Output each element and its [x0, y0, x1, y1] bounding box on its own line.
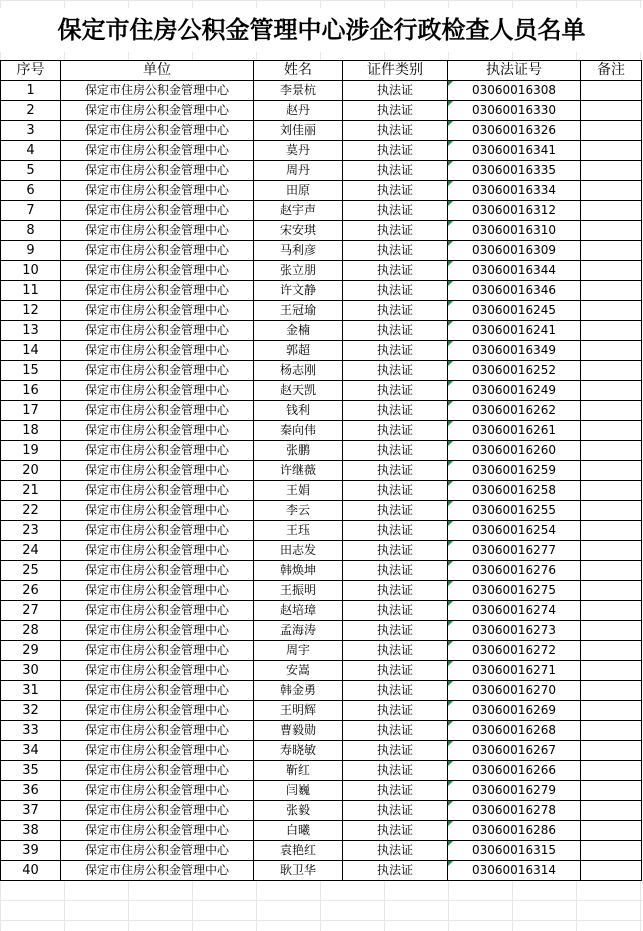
- cell-unit[interactable]: 保定市住房公积金管理中心: [61, 241, 254, 261]
- cell-remark[interactable]: [581, 781, 642, 801]
- cell-remark[interactable]: [581, 521, 642, 541]
- cell-cert-type[interactable]: 执法证: [343, 141, 448, 161]
- cell-license-no[interactable]: 03060016241: [448, 321, 581, 341]
- cell-cert-type[interactable]: 执法证: [343, 121, 448, 141]
- cell-seq[interactable]: 40: [1, 861, 61, 881]
- cell-seq[interactable]: 10: [1, 261, 61, 281]
- cell-license-no[interactable]: 03060016344: [448, 261, 581, 281]
- cell-license-no[interactable]: 03060016254: [448, 521, 581, 541]
- cell-unit[interactable]: 保定市住房公积金管理中心: [61, 641, 254, 661]
- cell-unit[interactable]: 保定市住房公积金管理中心: [61, 601, 254, 621]
- cell-name[interactable]: 赵天凯: [254, 381, 343, 401]
- cell-cert-type[interactable]: 执法证: [343, 841, 448, 861]
- cell-remark[interactable]: [581, 801, 642, 821]
- cell-remark[interactable]: [581, 501, 642, 521]
- cell-seq[interactable]: 14: [1, 341, 61, 361]
- cell-remark[interactable]: [581, 561, 642, 581]
- table-row: [1, 661, 642, 681]
- cell-name[interactable]: 许继薇: [254, 461, 343, 481]
- cell-unit[interactable]: 保定市住房公积金管理中心: [61, 181, 254, 201]
- cell-name[interactable]: 秦向伟: [254, 421, 343, 441]
- cell-cert-type[interactable]: 执法证: [343, 621, 448, 641]
- cell-license-no[interactable]: 03060016270: [448, 681, 581, 701]
- cell-name[interactable]: 王娟: [254, 481, 343, 501]
- cell-license-no[interactable]: 03060016262: [448, 401, 581, 421]
- cell-license-no[interactable]: 03060016335: [448, 161, 581, 181]
- cell-license-no[interactable]: 03060016255: [448, 501, 581, 521]
- cell-name[interactable]: 莫丹: [254, 141, 343, 161]
- cell-name[interactable]: 钱利: [254, 401, 343, 421]
- cell-cert-type[interactable]: 执法证: [343, 461, 448, 481]
- cell-seq[interactable]: 21: [1, 481, 61, 501]
- cell-unit[interactable]: 保定市住房公积金管理中心: [61, 561, 254, 581]
- cell-name[interactable]: 赵宇声: [254, 201, 343, 221]
- table-header-row: [1, 61, 642, 81]
- cell-unit[interactable]: 保定市住房公积金管理中心: [61, 501, 254, 521]
- cell-cert-type[interactable]: 执法证: [343, 521, 448, 541]
- cell-name[interactable]: 王明辉: [254, 701, 343, 721]
- cell-seq[interactable]: 35: [1, 761, 61, 781]
- table-row: [1, 521, 642, 541]
- cell-unit[interactable]: 保定市住房公积金管理中心: [61, 321, 254, 341]
- cell-remark[interactable]: [581, 281, 642, 301]
- cell-seq[interactable]: 3: [1, 121, 61, 141]
- cell-license-no[interactable]: 03060016252: [448, 361, 581, 381]
- cell-license-no[interactable]: 03060016286: [448, 821, 581, 841]
- cell-remark[interactable]: [581, 421, 642, 441]
- cell-remark[interactable]: [581, 401, 642, 421]
- cell-remark[interactable]: [581, 141, 642, 161]
- cell-unit[interactable]: 保定市住房公积金管理中心: [61, 141, 254, 161]
- cell-unit[interactable]: 保定市住房公积金管理中心: [61, 861, 254, 881]
- cell-license-no[interactable]: 03060016249: [448, 381, 581, 401]
- table-row: [1, 261, 642, 281]
- cell-remark[interactable]: [581, 601, 642, 621]
- cell-remark[interactable]: [581, 301, 642, 321]
- cell-license-no[interactable]: 03060016259: [448, 461, 581, 481]
- cell-license-no[interactable]: 03060016314: [448, 861, 581, 881]
- cell-cert-type[interactable]: 执法证: [343, 401, 448, 421]
- cell-cert-type[interactable]: 执法证: [343, 221, 448, 241]
- cell-license-no[interactable]: 03060016261: [448, 421, 581, 441]
- table-row: [1, 561, 642, 581]
- cell-remark[interactable]: [581, 81, 642, 101]
- cell-remark[interactable]: [581, 181, 642, 201]
- cell-cert-type[interactable]: 执法证: [343, 161, 448, 181]
- cell-seq[interactable]: 18: [1, 421, 61, 441]
- cell-name[interactable]: 田志发: [254, 541, 343, 561]
- column-header-license-no[interactable]: 执法证号: [448, 61, 581, 81]
- table-row: [1, 681, 642, 701]
- column-header-seq[interactable]: 序号: [1, 61, 61, 81]
- cell-license-no[interactable]: 03060016310: [448, 221, 581, 241]
- cell-license-no[interactable]: 03060016279: [448, 781, 581, 801]
- cell-cert-type[interactable]: 执法证: [343, 641, 448, 661]
- cell-name[interactable]: 安嵩: [254, 661, 343, 681]
- table-row: [1, 121, 642, 141]
- table-row: [1, 301, 642, 321]
- cell-cert-type[interactable]: 执法证: [343, 501, 448, 521]
- cell-unit[interactable]: 保定市住房公积金管理中心: [61, 361, 254, 381]
- cell-remark[interactable]: [581, 261, 642, 281]
- cell-seq[interactable]: 33: [1, 721, 61, 741]
- table-row: [1, 621, 642, 641]
- cell-remark[interactable]: [581, 441, 642, 461]
- cell-cert-type[interactable]: 执法证: [343, 101, 448, 121]
- cell-name[interactable]: 赵培璋: [254, 601, 343, 621]
- cell-license-no[interactable]: 03060016346: [448, 281, 581, 301]
- cell-cert-type[interactable]: 执法证: [343, 381, 448, 401]
- cell-unit[interactable]: 保定市住房公积金管理中心: [61, 581, 254, 601]
- table-row: [1, 141, 642, 161]
- cell-name[interactable]: 孟海涛: [254, 621, 343, 641]
- cell-seq[interactable]: 30: [1, 661, 61, 681]
- cell-remark[interactable]: [581, 321, 642, 341]
- cell-license-no[interactable]: 03060016266: [448, 761, 581, 781]
- cell-unit[interactable]: 保定市住房公积金管理中心: [61, 801, 254, 821]
- cell-name[interactable]: 宋安琪: [254, 221, 343, 241]
- cell-name[interactable]: 王珏: [254, 521, 343, 541]
- cell-remark[interactable]: [581, 381, 642, 401]
- cell-remark[interactable]: [581, 161, 642, 181]
- table-row: [1, 221, 642, 241]
- cell-name[interactable]: 张立朋: [254, 261, 343, 281]
- cell-remark[interactable]: [581, 121, 642, 141]
- cell-name[interactable]: 周丹: [254, 161, 343, 181]
- cell-unit[interactable]: 保定市住房公积金管理中心: [61, 101, 254, 121]
- table-row: [1, 801, 642, 821]
- cell-cert-type[interactable]: 执法证: [343, 601, 448, 621]
- cell-unit[interactable]: 保定市住房公积金管理中心: [61, 121, 254, 141]
- cell-cert-type[interactable]: 执法证: [343, 321, 448, 341]
- cell-unit[interactable]: 保定市住房公积金管理中心: [61, 261, 254, 281]
- cell-name[interactable]: 刘佳丽: [254, 121, 343, 141]
- cell-unit[interactable]: 保定市住房公积金管理中心: [61, 281, 254, 301]
- cell-name[interactable]: 袁艳红: [254, 841, 343, 861]
- cell-remark[interactable]: [581, 201, 642, 221]
- cell-name[interactable]: 白曦: [254, 821, 343, 841]
- cell-unit[interactable]: 保定市住房公积金管理中心: [61, 381, 254, 401]
- cell-remark[interactable]: [581, 761, 642, 781]
- cell-license-no[interactable]: 03060016269: [448, 701, 581, 721]
- cell-seq[interactable]: 9: [1, 241, 61, 261]
- cell-unit[interactable]: 保定市住房公积金管理中心: [61, 681, 254, 701]
- cell-cert-type[interactable]: 执法证: [343, 421, 448, 441]
- cell-unit[interactable]: 保定市住房公积金管理中心: [61, 461, 254, 481]
- cell-remark[interactable]: [581, 681, 642, 701]
- cell-cert-type[interactable]: 执法证: [343, 781, 448, 801]
- table-row: [1, 481, 642, 501]
- cell-seq[interactable]: 37: [1, 801, 61, 821]
- cell-unit[interactable]: 保定市住房公积金管理中心: [61, 781, 254, 801]
- cell-seq[interactable]: 13: [1, 321, 61, 341]
- cell-license-no[interactable]: 03060016330: [448, 101, 581, 121]
- cell-unit[interactable]: 保定市住房公积金管理中心: [61, 721, 254, 741]
- cell-license-no[interactable]: 03060016267: [448, 741, 581, 761]
- cell-name[interactable]: 李景杭: [254, 81, 343, 101]
- table-row: [1, 781, 642, 801]
- cell-license-no[interactable]: 03060016309: [448, 241, 581, 261]
- cell-name[interactable]: 李云: [254, 501, 343, 521]
- cell-cert-type[interactable]: 执法证: [343, 741, 448, 761]
- cell-name[interactable]: 寿晓敏: [254, 741, 343, 761]
- cell-remark[interactable]: [581, 641, 642, 661]
- table-row: [1, 841, 642, 861]
- cell-unit[interactable]: 保定市住房公积金管理中心: [61, 201, 254, 221]
- cell-license-no[interactable]: 03060016278: [448, 801, 581, 821]
- cell-unit[interactable]: 保定市住房公积金管理中心: [61, 81, 254, 101]
- cell-unit[interactable]: 保定市住房公积金管理中心: [61, 161, 254, 181]
- cell-remark[interactable]: [581, 821, 642, 841]
- table-row: [1, 241, 642, 261]
- table-row: [1, 461, 642, 481]
- cell-name[interactable]: 曹毅勋: [254, 721, 343, 741]
- cell-unit[interactable]: 保定市住房公积金管理中心: [61, 441, 254, 461]
- table-row: [1, 721, 642, 741]
- cell-seq[interactable]: 8: [1, 221, 61, 241]
- cell-remark[interactable]: [581, 721, 642, 741]
- cell-unit[interactable]: 保定市住房公积金管理中心: [61, 701, 254, 721]
- cell-seq[interactable]: 38: [1, 821, 61, 841]
- cell-remark[interactable]: [581, 361, 642, 381]
- cell-remark[interactable]: [581, 541, 642, 561]
- cell-cert-type[interactable]: 执法证: [343, 241, 448, 261]
- cell-seq[interactable]: 23: [1, 521, 61, 541]
- cell-remark[interactable]: [581, 241, 642, 261]
- table-body: [1, 81, 642, 881]
- cell-license-no[interactable]: 03060016349: [448, 341, 581, 361]
- cell-name[interactable]: 张毅: [254, 801, 343, 821]
- cell-license-no[interactable]: 03060016273: [448, 621, 581, 641]
- table-row: [1, 421, 642, 441]
- cell-unit[interactable]: 保定市住房公积金管理中心: [61, 401, 254, 421]
- cell-seq[interactable]: 20: [1, 461, 61, 481]
- cell-license-no[interactable]: 03060016341: [448, 141, 581, 161]
- cell-cert-type[interactable]: 执法证: [343, 481, 448, 501]
- cell-name[interactable]: 郭超: [254, 341, 343, 361]
- cell-cert-type[interactable]: 执法证: [343, 81, 448, 101]
- cell-remark[interactable]: [581, 101, 642, 121]
- column-header-name[interactable]: 姓名: [254, 61, 343, 81]
- table-row: [1, 861, 642, 881]
- table-row: [1, 541, 642, 561]
- table-row: [1, 381, 642, 401]
- table-row: [1, 741, 642, 761]
- table-row: [1, 761, 642, 781]
- cell-license-no[interactable]: 03060016260: [448, 441, 581, 461]
- cell-cert-type[interactable]: 执法证: [343, 281, 448, 301]
- cell-cert-type[interactable]: 执法证: [343, 681, 448, 701]
- cell-license-no[interactable]: 03060016276: [448, 561, 581, 581]
- cell-seq[interactable]: 2: [1, 101, 61, 121]
- cell-remark[interactable]: [581, 221, 642, 241]
- table-row: [1, 641, 642, 661]
- cell-name[interactable]: 韩焕坤: [254, 561, 343, 581]
- cell-remark[interactable]: [581, 861, 642, 881]
- cell-seq[interactable]: 27: [1, 601, 61, 621]
- cell-license-no[interactable]: 03060016272: [448, 641, 581, 661]
- table-row: [1, 441, 642, 461]
- table-row: [1, 821, 642, 841]
- cell-seq[interactable]: 19: [1, 441, 61, 461]
- cell-seq[interactable]: 5: [1, 161, 61, 181]
- cell-cert-type[interactable]: 执法证: [343, 261, 448, 281]
- cell-name[interactable]: 许文静: [254, 281, 343, 301]
- cell-seq[interactable]: 32: [1, 701, 61, 721]
- table-row: [1, 601, 642, 621]
- cell-cert-type[interactable]: 执法证: [343, 541, 448, 561]
- table-row: [1, 501, 642, 521]
- cell-unit[interactable]: 保定市住房公积金管理中心: [61, 221, 254, 241]
- cell-cert-type[interactable]: 执法证: [343, 441, 448, 461]
- table-row: [1, 281, 642, 301]
- cell-license-no[interactable]: 03060016258: [448, 481, 581, 501]
- cell-seq[interactable]: 22: [1, 501, 61, 521]
- cell-name[interactable]: 张鹏: [254, 441, 343, 461]
- cell-unit[interactable]: 保定市住房公积金管理中心: [61, 761, 254, 781]
- cell-name[interactable]: 田原: [254, 181, 343, 201]
- cell-cert-type[interactable]: 执法证: [343, 661, 448, 681]
- cell-seq[interactable]: 11: [1, 281, 61, 301]
- cell-seq[interactable]: 26: [1, 581, 61, 601]
- cell-seq[interactable]: 36: [1, 781, 61, 801]
- cell-name[interactable]: 赵丹: [254, 101, 343, 121]
- cell-unit[interactable]: 保定市住房公积金管理中心: [61, 301, 254, 321]
- cell-name[interactable]: 王振明: [254, 581, 343, 601]
- cell-seq[interactable]: 39: [1, 841, 61, 861]
- cell-cert-type[interactable]: 执法证: [343, 701, 448, 721]
- cell-seq[interactable]: 15: [1, 361, 61, 381]
- cell-name[interactable]: 靳红: [254, 761, 343, 781]
- table-row: [1, 701, 642, 721]
- table-row: [1, 181, 642, 201]
- table-row: [1, 201, 642, 221]
- cell-seq[interactable]: 7: [1, 201, 61, 221]
- table-row: [1, 161, 642, 181]
- table-row: [1, 341, 642, 361]
- cell-remark[interactable]: [581, 481, 642, 501]
- cell-unit[interactable]: 保定市住房公积金管理中心: [61, 661, 254, 681]
- table-row: [1, 321, 642, 341]
- cell-seq[interactable]: 17: [1, 401, 61, 421]
- cell-seq[interactable]: 6: [1, 181, 61, 201]
- cell-seq[interactable]: 31: [1, 681, 61, 701]
- cell-cert-type[interactable]: 执法证: [343, 301, 448, 321]
- cell-cert-type[interactable]: 执法证: [343, 341, 448, 361]
- cell-unit[interactable]: 保定市住房公积金管理中心: [61, 481, 254, 501]
- cell-remark[interactable]: [581, 621, 642, 641]
- cell-name[interactable]: 耿卫华: [254, 861, 343, 881]
- column-header-unit[interactable]: 单位: [61, 61, 254, 81]
- cell-unit[interactable]: 保定市住房公积金管理中心: [61, 541, 254, 561]
- cell-seq[interactable]: 1: [1, 81, 61, 101]
- cell-seq[interactable]: 16: [1, 381, 61, 401]
- cell-license-no[interactable]: 03060016315: [448, 841, 581, 861]
- cell-license-no[interactable]: 03060016268: [448, 721, 581, 741]
- cell-license-no[interactable]: 03060016274: [448, 601, 581, 621]
- cell-license-no[interactable]: 03060016312: [448, 201, 581, 221]
- cell-license-no[interactable]: 03060016275: [448, 581, 581, 601]
- cell-name[interactable]: 马利彦: [254, 241, 343, 261]
- cell-name[interactable]: 王冠瑜: [254, 301, 343, 321]
- cell-remark[interactable]: [581, 841, 642, 861]
- cell-cert-type[interactable]: 执法证: [343, 721, 448, 741]
- cell-unit[interactable]: 保定市住房公积金管理中心: [61, 341, 254, 361]
- column-header-cert-type[interactable]: 证件类别: [343, 61, 448, 81]
- cell-license-no[interactable]: 03060016326: [448, 121, 581, 141]
- column-header-remark[interactable]: 备注: [581, 61, 642, 81]
- cell-name[interactable]: 杨志刚: [254, 361, 343, 381]
- cell-seq[interactable]: 4: [1, 141, 61, 161]
- cell-cert-type[interactable]: 执法证: [343, 761, 448, 781]
- cell-remark[interactable]: [581, 661, 642, 681]
- cell-seq[interactable]: 29: [1, 641, 61, 661]
- cell-unit[interactable]: 保定市住房公积金管理中心: [61, 841, 254, 861]
- cell-license-no[interactable]: 03060016308: [448, 81, 581, 101]
- personnel-table: [0, 60, 642, 881]
- cell-remark[interactable]: [581, 461, 642, 481]
- cell-name[interactable]: 金楠: [254, 321, 343, 341]
- cell-cert-type[interactable]: 执法证: [343, 581, 448, 601]
- cell-seq[interactable]: 12: [1, 301, 61, 321]
- cell-unit[interactable]: 保定市住房公积金管理中心: [61, 521, 254, 541]
- cell-remark[interactable]: [581, 741, 642, 761]
- table-row: [1, 401, 642, 421]
- cell-remark[interactable]: [581, 581, 642, 601]
- cell-cert-type[interactable]: 执法证: [343, 361, 448, 381]
- cell-cert-type[interactable]: 执法证: [343, 181, 448, 201]
- cell-unit[interactable]: 保定市住房公积金管理中心: [61, 621, 254, 641]
- cell-license-no[interactable]: 03060016245: [448, 301, 581, 321]
- cell-cert-type[interactable]: 执法证: [343, 861, 448, 881]
- cell-cert-type[interactable]: 执法证: [343, 801, 448, 821]
- table-row: [1, 361, 642, 381]
- cell-seq[interactable]: 28: [1, 621, 61, 641]
- cell-license-no[interactable]: 03060016271: [448, 661, 581, 681]
- table-row: [1, 81, 642, 101]
- cell-unit[interactable]: 保定市住房公积金管理中心: [61, 421, 254, 441]
- cell-seq[interactable]: 34: [1, 741, 61, 761]
- cell-remark[interactable]: [581, 701, 642, 721]
- cell-name[interactable]: 闫巍: [254, 781, 343, 801]
- cell-license-no[interactable]: 03060016334: [448, 181, 581, 201]
- table-row: [1, 101, 642, 121]
- cell-license-no[interactable]: 03060016277: [448, 541, 581, 561]
- cell-name[interactable]: 周宇: [254, 641, 343, 661]
- page-title: 保定市住房公积金管理中心涉企行政检查人员名单: [0, 8, 643, 52]
- cell-cert-type[interactable]: 执法证: [343, 201, 448, 221]
- cell-cert-type[interactable]: 执法证: [343, 561, 448, 581]
- cell-cert-type[interactable]: 执法证: [343, 821, 448, 841]
- cell-seq[interactable]: 24: [1, 541, 61, 561]
- table-row: [1, 581, 642, 601]
- cell-unit[interactable]: 保定市住房公积金管理中心: [61, 821, 254, 841]
- cell-name[interactable]: 韩金勇: [254, 681, 343, 701]
- cell-remark[interactable]: [581, 341, 642, 361]
- cell-unit[interactable]: 保定市住房公积金管理中心: [61, 741, 254, 761]
- cell-seq[interactable]: 25: [1, 561, 61, 581]
